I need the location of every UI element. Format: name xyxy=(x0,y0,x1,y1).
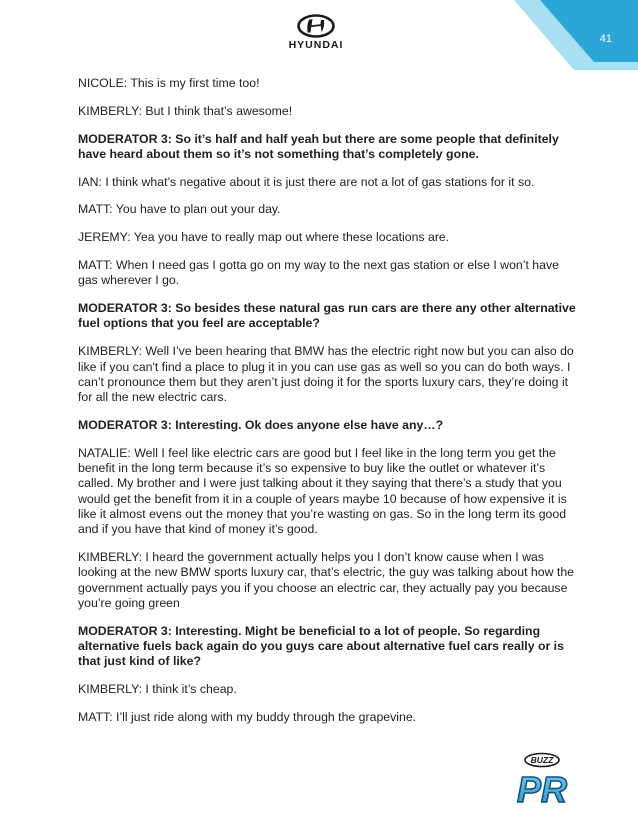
buzz-pr-logo xyxy=(511,752,571,812)
paragraph: MATT: You have to plan out your day. xyxy=(78,202,281,217)
paragraph: MODERATOR 3: So it’s half and half yeah but there are some people that definitely have heard about them so it’s not something that’s completely gone. xyxy=(78,131,559,161)
paragraph: MODERATOR 3: Interesting. Might be beneficial to a lot of people. So regarding alternative fuels back again do you guys care about alternative fuel cars really or is that just kind of like? xyxy=(78,623,564,669)
hyundai-wordmark: HYUNDAI xyxy=(288,39,344,51)
paragraph: KIMBERLY: I heard the government actually helps you I don’t know cause when I was looking at the new BMW sports luxury car, that’s electric, the guy was talking about how the government actually pays you if you choose an electric car, they actually pay you because you’re going green xyxy=(78,550,574,610)
paragraph: KIMBERLY: But I think that’s awesome! xyxy=(78,103,293,118)
paragraph: NICOLE: This is my first time too! xyxy=(78,76,260,90)
transcript-body xyxy=(78,76,578,738)
paragraph: MATT: When I need gas I gotta go on my way to the next gas station or else I won’t have gas wherever I go. xyxy=(78,258,559,288)
paragraph: JEREMY: Yea you have to really map out where these locations are. xyxy=(78,230,450,245)
buzz-text: BUZZ xyxy=(530,755,554,765)
paragraph: NATALIE: Well I feel like electric cars are good but I feel like in the long term you get the benefit in the long term because it’s so expensive to buy like the outlet or whatever it’s called. My brother and I were just talking about it they saying that there’s a study that you would get the benefit from it in a couple of years maybe 10 because of how expensive it is like it almost evens out the money that you’re wasting on gas. So in the long term its good and if you have that kind of money it’s good. xyxy=(78,445,567,537)
paragraph: IAN: I think what’s negative about it is just there are not a lot of gas stations for it so. xyxy=(78,174,535,189)
paragraph: KIMBERLY: Well I’ve been hearing that BMW has the electric right now but you can also do like if you can't find a place to plug it in you can use gas as well so you can do both ways. I can’t pronounce them but they aren’t just doing it for the sports luxury cars, they’re doing it for all the new electric cars. xyxy=(78,344,574,405)
paragraph: MATT: I’ll just ride along with my buddy through the grapevine. xyxy=(78,709,417,724)
corner-ribbon xyxy=(498,0,638,70)
paragraph: MODERATOR 3: So besides these natural gas run cars are there any other alternative fuel options that you feel are acceptable? xyxy=(78,301,576,331)
hyundai-emblem-icon xyxy=(297,14,335,38)
paragraph: MODERATOR 3: Interesting. Ok does anyone else have any…? xyxy=(78,417,444,432)
page-number: 41 xyxy=(599,33,612,45)
hyundai-logo xyxy=(283,14,349,51)
paragraph: KIMBERLY: I think it’s cheap. xyxy=(78,682,237,697)
pr-text: PR xyxy=(516,769,568,810)
